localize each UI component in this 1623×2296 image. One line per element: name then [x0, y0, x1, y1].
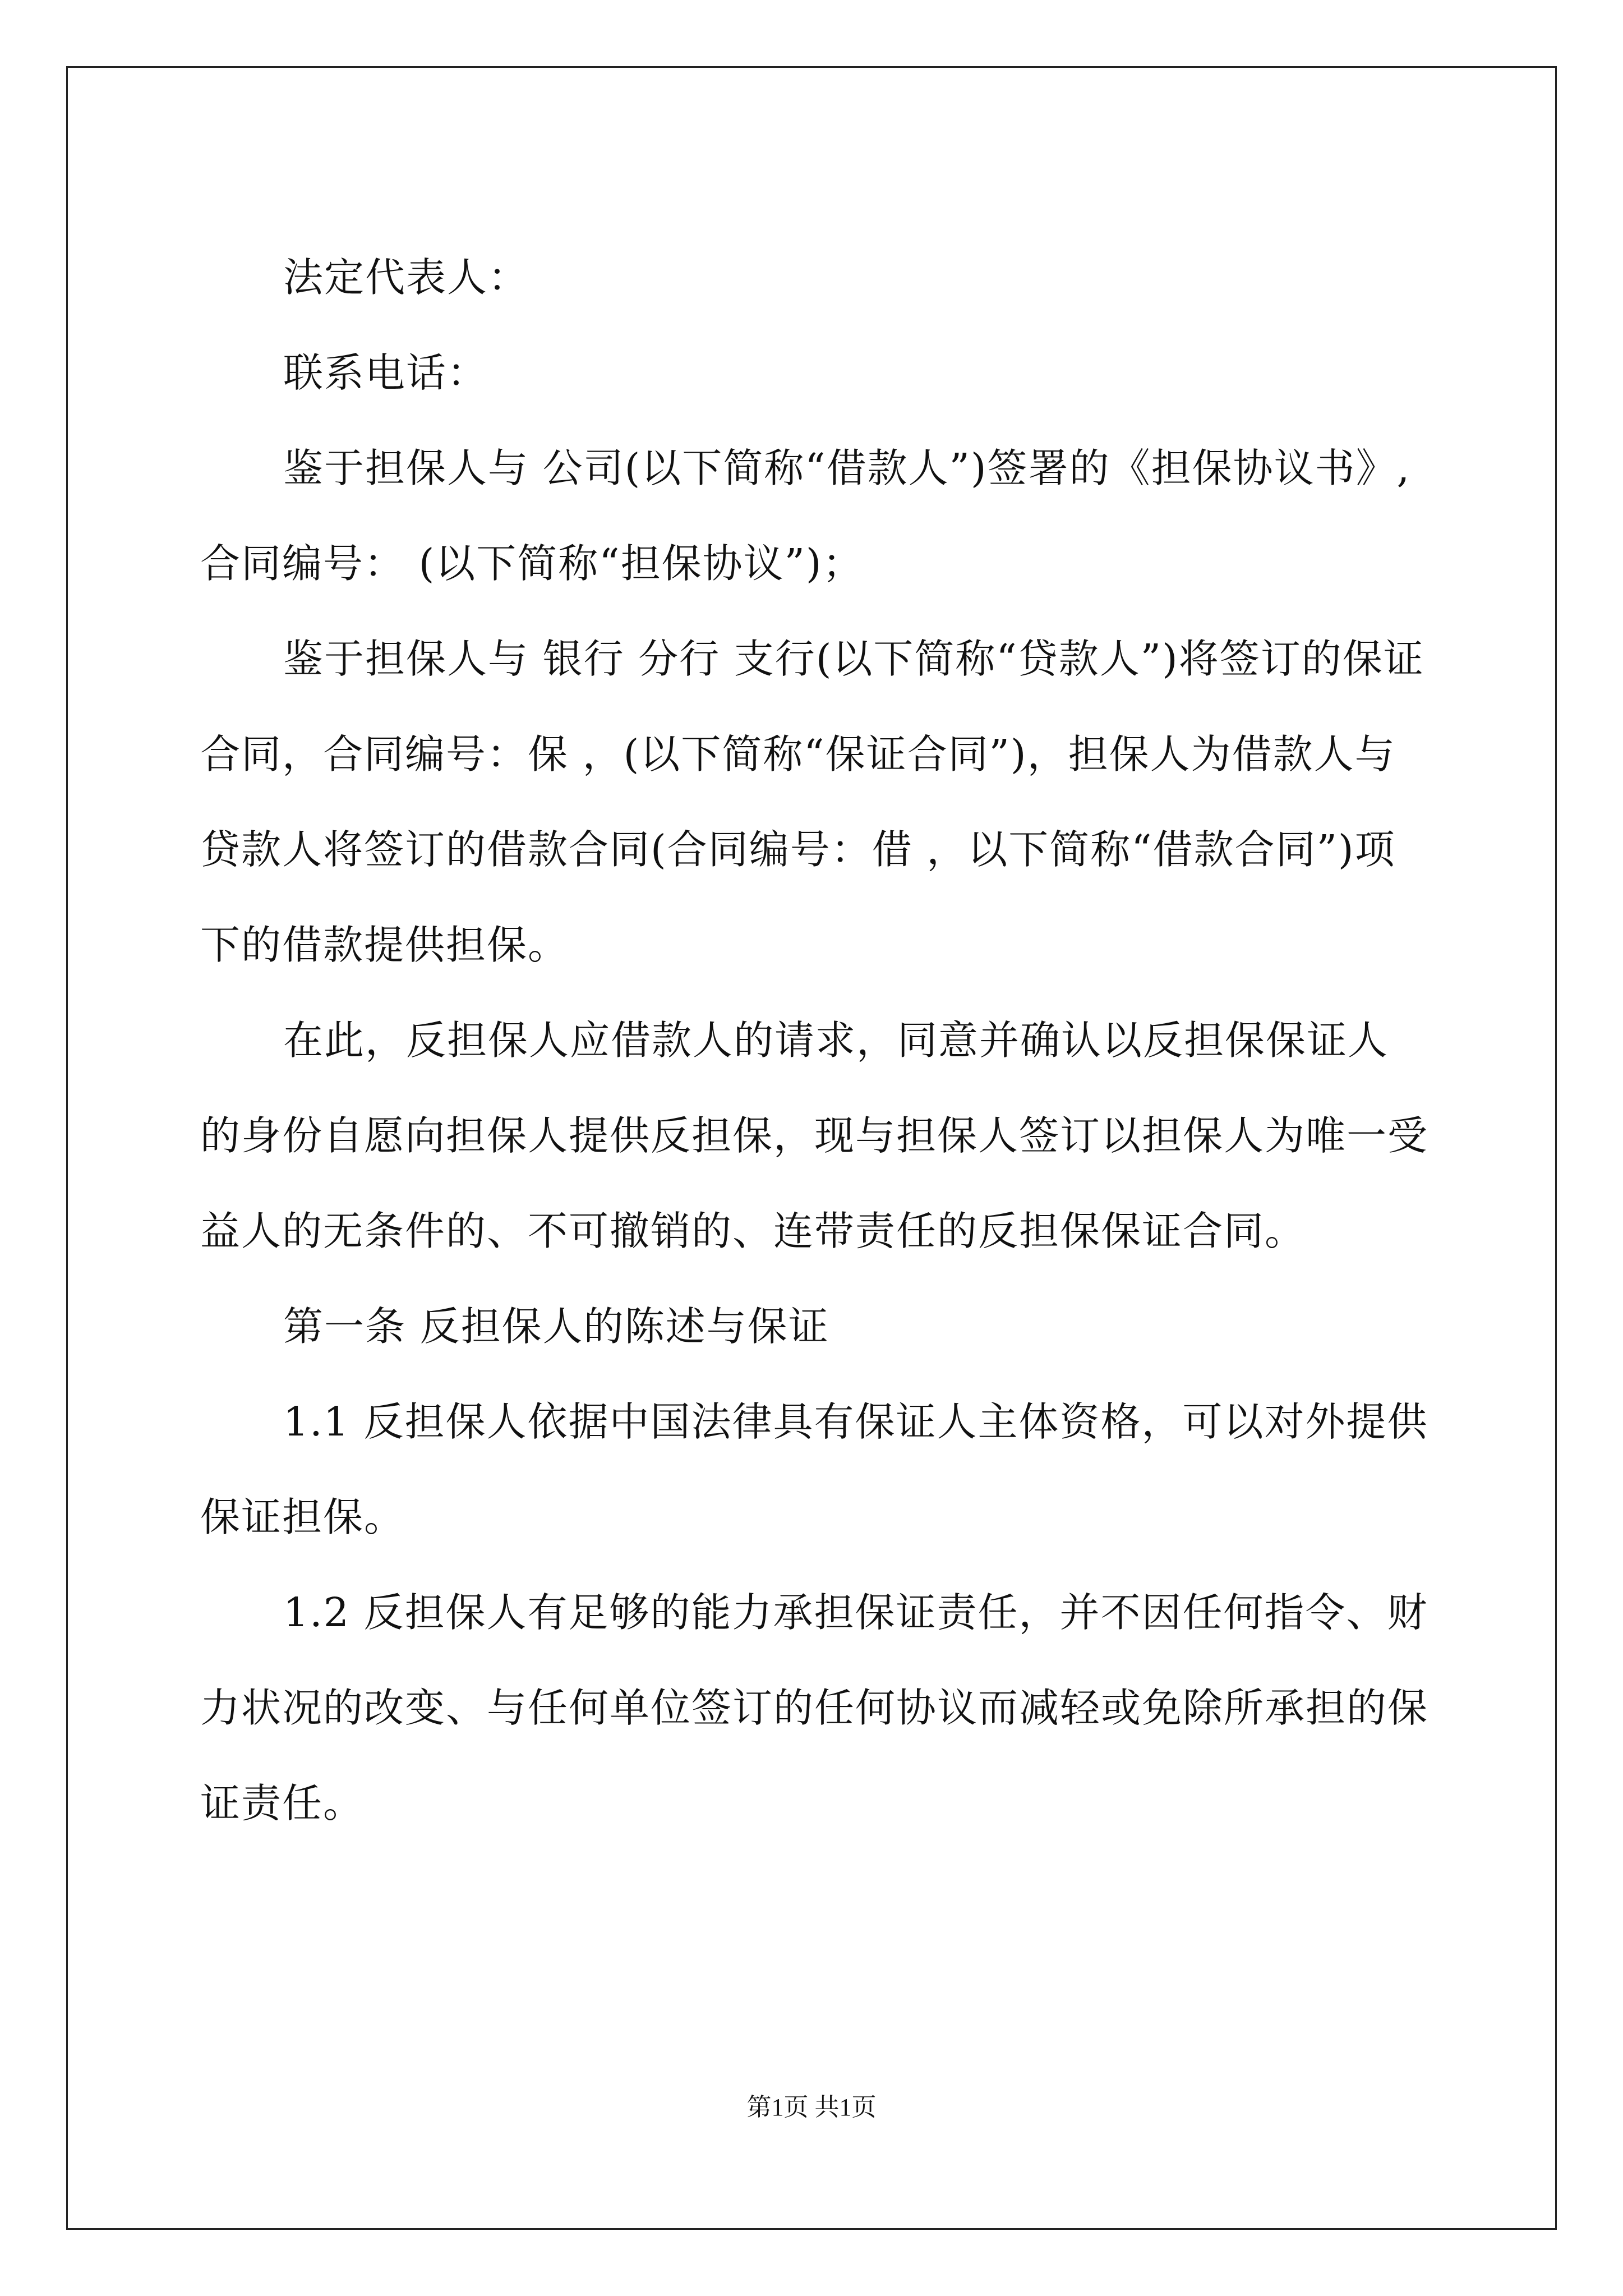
page-footer: 第1页 共1页: [746, 2093, 877, 2121]
document-body: [200, 230, 1428, 1851]
clause-1-1: 1.1 反担保人依据中国法律具有保证人主体资格，可以对外提供保证担保。: [200, 1398, 1428, 1540]
paragraph-counter-guarantee: 在此，反担保人应借款人的请求，同意并确认以反担保保证人的身份自愿向担保人提供反担保，现与担保人签订以担保人为唯一受益人的无条件的、不可撤销的、连带责任的反担保保证合同。: [200, 1017, 1429, 1254]
paragraph-guarantee-agreement: 鉴于担保人与 公司(以下简称“借款人”)签署的《担保协议书》, 合同编号： (以下简称“担保协议”)；: [200, 445, 1424, 587]
paragraph-legal-representative: 法定代表人：: [283, 254, 529, 301]
paragraph-contact-phone: 联系电话：: [283, 349, 488, 396]
section-heading-article-1: 第一条 反担保人的陈述与保证: [283, 1303, 829, 1350]
paragraph-guarantee-contract: 鉴于担保人与 银行 分行 支行(以下简称“贷款人”)将签订的保证合同，合同编号：保 ，(以下简称“保证合同”)，担保人为借款人与贷款人将签订的借款合同(合同编号：借 ，以下简称“借款合同”)项下的借款提供担保。: [200, 636, 1424, 968]
clause-1-2: 1.2 反担保人有足够的能力承担保证责任，并不因任何指令、财力状况的改变、与任何单位签订的任何协议而减轻或免除所承担的保证责任。: [200, 1589, 1429, 1826]
